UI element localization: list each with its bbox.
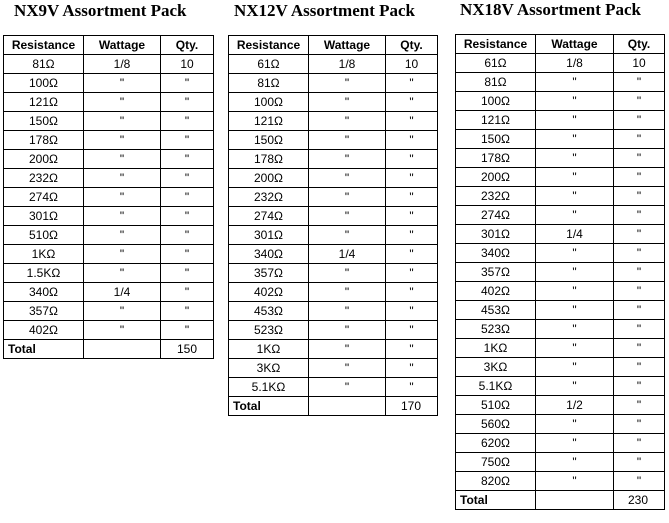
- pack-title: NX18V Assortment Pack: [460, 0, 642, 19]
- wattage-cell: ": [536, 92, 614, 111]
- table-row: [4, 321, 214, 340]
- qty-cell: ": [161, 245, 214, 264]
- qty-cell: ": [386, 207, 438, 226]
- table-row: [4, 188, 214, 207]
- table-row: [456, 358, 665, 377]
- table-row: [229, 55, 438, 74]
- resistance-cell: 121Ω: [456, 111, 536, 130]
- resistance-cell: 5.1KΩ: [456, 377, 536, 396]
- table-row: [456, 149, 665, 168]
- wattage-cell: ": [309, 226, 386, 245]
- wattage-cell: ": [84, 245, 161, 264]
- total-label: Total: [229, 397, 309, 416]
- pack-table: [3, 35, 214, 359]
- table-row: [4, 226, 214, 245]
- qty-cell: ": [386, 321, 438, 340]
- table-row: [4, 131, 214, 150]
- resistance-cell: 200Ω: [229, 169, 309, 188]
- wattage-cell: 1/4: [309, 245, 386, 264]
- table-row: [456, 434, 665, 453]
- wattage-cell: ": [309, 302, 386, 321]
- resistance-cell: 100Ω: [456, 92, 536, 111]
- qty-cell: ": [614, 244, 665, 263]
- wattage-cell: ": [309, 207, 386, 226]
- resistance-cell: 81Ω: [4, 55, 84, 74]
- resistance-cell: 560Ω: [456, 415, 536, 434]
- qty-cell: ": [386, 131, 438, 150]
- resistance-cell: 178Ω: [229, 150, 309, 169]
- wattage-cell: ": [309, 112, 386, 131]
- wattage-cell: ": [84, 131, 161, 150]
- resistance-cell: 150Ω: [4, 112, 84, 131]
- qty-header: Qty.: [386, 36, 438, 55]
- resistance-header: Resistance: [4, 36, 84, 55]
- qty-cell: 10: [161, 55, 214, 74]
- resistance-cell: 402Ω: [456, 282, 536, 301]
- qty-cell: ": [161, 264, 214, 283]
- wattage-cell: ": [84, 112, 161, 131]
- wattage-cell: ": [536, 301, 614, 320]
- resistance-header: Resistance: [456, 35, 536, 54]
- total-row: [4, 340, 214, 359]
- table-row: [4, 93, 214, 112]
- wattage-cell: ": [309, 264, 386, 283]
- wattage-cell: 1/8: [536, 54, 614, 73]
- qty-cell: ": [614, 434, 665, 453]
- resistance-cell: 3KΩ: [456, 358, 536, 377]
- qty-cell: ": [614, 358, 665, 377]
- resistance-cell: 121Ω: [4, 93, 84, 112]
- resistance-cell: 510Ω: [4, 226, 84, 245]
- qty-cell: ": [614, 415, 665, 434]
- resistance-cell: 340Ω: [229, 245, 309, 264]
- qty-cell: ": [614, 377, 665, 396]
- qty-cell: 10: [614, 54, 665, 73]
- header-row: [4, 36, 214, 55]
- wattage-cell: ": [536, 206, 614, 225]
- wattage-cell: ": [536, 339, 614, 358]
- table-row: [229, 74, 438, 93]
- wattage-cell: ": [536, 358, 614, 377]
- table-row: [4, 207, 214, 226]
- table-row: [456, 282, 665, 301]
- wattage-cell: ": [309, 131, 386, 150]
- table-row: [229, 131, 438, 150]
- qty-cell: ": [161, 283, 214, 302]
- table-row: [229, 302, 438, 321]
- qty-cell: ": [386, 112, 438, 131]
- table-row: [456, 168, 665, 187]
- resistance-cell: 200Ω: [456, 168, 536, 187]
- resistance-cell: 750Ω: [456, 453, 536, 472]
- resistance-cell: 1KΩ: [229, 340, 309, 359]
- wattage-cell: ": [84, 207, 161, 226]
- qty-cell: ": [386, 169, 438, 188]
- total-wattage-cell: [536, 491, 614, 510]
- table-row: [229, 112, 438, 131]
- wattage-cell: ": [309, 150, 386, 169]
- resistance-cell: 510Ω: [456, 396, 536, 415]
- wattage-cell: ": [84, 302, 161, 321]
- resistance-cell: 232Ω: [456, 187, 536, 206]
- table-row: [456, 244, 665, 263]
- resistance-cell: 340Ω: [456, 244, 536, 263]
- qty-cell: ": [614, 149, 665, 168]
- table-row: [229, 359, 438, 378]
- resistance-cell: 178Ω: [4, 131, 84, 150]
- qty-cell: ": [614, 320, 665, 339]
- wattage-cell: ": [84, 169, 161, 188]
- resistance-cell: 523Ω: [456, 320, 536, 339]
- qty-cell: ": [161, 74, 214, 93]
- resistance-cell: 274Ω: [456, 206, 536, 225]
- qty-cell: ": [386, 150, 438, 169]
- wattage-cell: ": [536, 434, 614, 453]
- qty-cell: ": [614, 206, 665, 225]
- wattage-cell: ": [536, 187, 614, 206]
- table-row: [229, 169, 438, 188]
- table-row: [229, 188, 438, 207]
- wattage-cell: ": [536, 320, 614, 339]
- wattage-cell: ": [536, 73, 614, 92]
- table-row: [229, 283, 438, 302]
- pack-title: NX9V Assortment Pack: [14, 1, 187, 20]
- wattage-header: Wattage: [84, 36, 161, 55]
- resistance-cell: 357Ω: [4, 302, 84, 321]
- resistance-cell: 1KΩ: [456, 339, 536, 358]
- wattage-header: Wattage: [309, 36, 386, 55]
- resistance-cell: 274Ω: [4, 188, 84, 207]
- wattage-cell: 1/8: [84, 55, 161, 74]
- table-row: [4, 55, 214, 74]
- table-row: [4, 150, 214, 169]
- table-row: [229, 321, 438, 340]
- header-row: [229, 36, 438, 55]
- total-label: Total: [456, 491, 536, 510]
- resistance-cell: 301Ω: [229, 226, 309, 245]
- table-row: [456, 453, 665, 472]
- resistance-cell: 81Ω: [456, 73, 536, 92]
- wattage-cell: ": [536, 168, 614, 187]
- qty-cell: ": [614, 339, 665, 358]
- table-row: [456, 225, 665, 244]
- qty-cell: ": [161, 112, 214, 131]
- wattage-cell: ": [309, 188, 386, 207]
- qty-cell: ": [386, 245, 438, 264]
- qty-cell: ": [386, 93, 438, 112]
- wattage-cell: ": [536, 377, 614, 396]
- resistance-cell: 301Ω: [4, 207, 84, 226]
- wattage-cell: ": [536, 453, 614, 472]
- qty-cell: ": [614, 130, 665, 149]
- table-row: [456, 187, 665, 206]
- table-row: [229, 93, 438, 112]
- qty-cell: ": [386, 283, 438, 302]
- total-qty: 150: [161, 340, 214, 359]
- resistance-cell: 820Ω: [456, 472, 536, 491]
- qty-cell: ": [386, 340, 438, 359]
- table-row: [229, 264, 438, 283]
- table-row: [229, 226, 438, 245]
- resistance-cell: 232Ω: [229, 188, 309, 207]
- resistance-cell: 81Ω: [229, 74, 309, 93]
- qty-cell: ": [614, 396, 665, 415]
- wattage-cell: 1/8: [309, 55, 386, 74]
- qty-cell: ": [614, 453, 665, 472]
- resistance-cell: 620Ω: [456, 434, 536, 453]
- wattage-cell: ": [309, 93, 386, 112]
- resistance-cell: 1KΩ: [4, 245, 84, 264]
- resistance-cell: 200Ω: [4, 150, 84, 169]
- table-row: [456, 130, 665, 149]
- table-row: [4, 169, 214, 188]
- total-row: [229, 397, 438, 416]
- wattage-cell: ": [84, 226, 161, 245]
- resistance-cell: 453Ω: [229, 302, 309, 321]
- resistance-cell: 357Ω: [229, 264, 309, 283]
- table-row: [4, 245, 214, 264]
- qty-cell: ": [614, 111, 665, 130]
- resistance-cell: 402Ω: [229, 283, 309, 302]
- table-row: [229, 340, 438, 359]
- resistance-cell: 100Ω: [229, 93, 309, 112]
- wattage-cell: ": [309, 74, 386, 93]
- wattage-header: Wattage: [536, 35, 614, 54]
- wattage-cell: ": [309, 359, 386, 378]
- wattage-cell: ": [84, 264, 161, 283]
- qty-cell: ": [386, 74, 438, 93]
- wattage-cell: ": [309, 169, 386, 188]
- table-row: [456, 111, 665, 130]
- wattage-cell: ": [536, 244, 614, 263]
- qty-cell: ": [614, 73, 665, 92]
- qty-header: Qty.: [614, 35, 665, 54]
- qty-cell: ": [614, 301, 665, 320]
- table-row: [456, 92, 665, 111]
- table-row: [456, 320, 665, 339]
- qty-cell: ": [161, 302, 214, 321]
- qty-cell: ": [161, 188, 214, 207]
- table-row: [456, 472, 665, 491]
- qty-cell: ": [161, 321, 214, 340]
- total-label: Total: [4, 340, 84, 359]
- wattage-cell: ": [84, 188, 161, 207]
- qty-cell: ": [614, 225, 665, 244]
- wattage-cell: ": [536, 263, 614, 282]
- resistance-cell: 5.1KΩ: [229, 378, 309, 397]
- resistance-cell: 61Ω: [229, 55, 309, 74]
- resistance-cell: 453Ω: [456, 301, 536, 320]
- wattage-cell: ": [309, 340, 386, 359]
- header-row: [456, 35, 665, 54]
- resistance-cell: 232Ω: [4, 169, 84, 188]
- qty-cell: ": [161, 131, 214, 150]
- total-row: [456, 491, 665, 510]
- table-row: [456, 339, 665, 358]
- wattage-cell: ": [536, 415, 614, 434]
- resistance-header: Resistance: [229, 36, 309, 55]
- wattage-cell: ": [309, 378, 386, 397]
- table-row: [4, 74, 214, 93]
- total-qty: 170: [386, 397, 438, 416]
- table-row: [456, 54, 665, 73]
- table-row: [456, 377, 665, 396]
- table-row: [456, 73, 665, 92]
- qty-cell: ": [161, 93, 214, 112]
- qty-cell: ": [161, 207, 214, 226]
- qty-cell: ": [386, 378, 438, 397]
- resistance-cell: 402Ω: [4, 321, 84, 340]
- table-row: [4, 283, 214, 302]
- qty-cell: ": [386, 264, 438, 283]
- pack-table: [455, 34, 665, 510]
- table-row: [229, 207, 438, 226]
- resistance-cell: 100Ω: [4, 74, 84, 93]
- qty-cell: ": [386, 188, 438, 207]
- resistance-cell: 150Ω: [229, 131, 309, 150]
- total-wattage-cell: [84, 340, 161, 359]
- qty-cell: ": [386, 302, 438, 321]
- wattage-cell: ": [84, 150, 161, 169]
- resistance-cell: 178Ω: [456, 149, 536, 168]
- table-row: [229, 245, 438, 264]
- table-row: [456, 396, 665, 415]
- qty-cell: ": [614, 282, 665, 301]
- resistance-cell: 523Ω: [229, 321, 309, 340]
- qty-cell: ": [614, 92, 665, 111]
- qty-cell: ": [161, 150, 214, 169]
- resistance-cell: 357Ω: [456, 263, 536, 282]
- resistance-cell: 61Ω: [456, 54, 536, 73]
- resistance-cell: 301Ω: [456, 225, 536, 244]
- qty-cell: ": [614, 187, 665, 206]
- table-row: [4, 302, 214, 321]
- qty-cell: ": [614, 263, 665, 282]
- table-row: [456, 301, 665, 320]
- table-row: [4, 264, 214, 283]
- table-row: [229, 150, 438, 169]
- qty-header: Qty.: [161, 36, 214, 55]
- wattage-cell: ": [536, 282, 614, 301]
- wattage-cell: ": [309, 321, 386, 340]
- qty-cell: ": [386, 226, 438, 245]
- pack-title: NX12V Assortment Pack: [234, 1, 416, 20]
- table-row: [4, 112, 214, 131]
- pack-table: [228, 35, 438, 416]
- qty-cell: ": [386, 359, 438, 378]
- wattage-cell: 1/2: [536, 396, 614, 415]
- table-row: [456, 263, 665, 282]
- resistance-cell: 121Ω: [229, 112, 309, 131]
- qty-cell: 10: [386, 55, 438, 74]
- wattage-cell: ": [536, 111, 614, 130]
- resistance-cell: 150Ω: [456, 130, 536, 149]
- qty-cell: ": [161, 169, 214, 188]
- qty-cell: ": [614, 472, 665, 491]
- wattage-cell: 1/4: [84, 283, 161, 302]
- qty-cell: ": [161, 226, 214, 245]
- wattage-cell: ": [536, 130, 614, 149]
- wattage-cell: ": [84, 93, 161, 112]
- total-qty: 230: [614, 491, 665, 510]
- wattage-cell: ": [536, 149, 614, 168]
- resistance-cell: 274Ω: [229, 207, 309, 226]
- resistance-cell: 3KΩ: [229, 359, 309, 378]
- table-row: [229, 378, 438, 397]
- wattage-cell: ": [309, 283, 386, 302]
- table-row: [456, 415, 665, 434]
- wattage-cell: 1/4: [536, 225, 614, 244]
- wattage-cell: ": [84, 321, 161, 340]
- wattage-cell: ": [536, 472, 614, 491]
- qty-cell: ": [614, 168, 665, 187]
- wattage-cell: ": [84, 74, 161, 93]
- resistance-cell: 340Ω: [4, 283, 84, 302]
- resistance-cell: 1.5KΩ: [4, 264, 84, 283]
- table-row: [456, 206, 665, 225]
- total-wattage-cell: [309, 397, 386, 416]
